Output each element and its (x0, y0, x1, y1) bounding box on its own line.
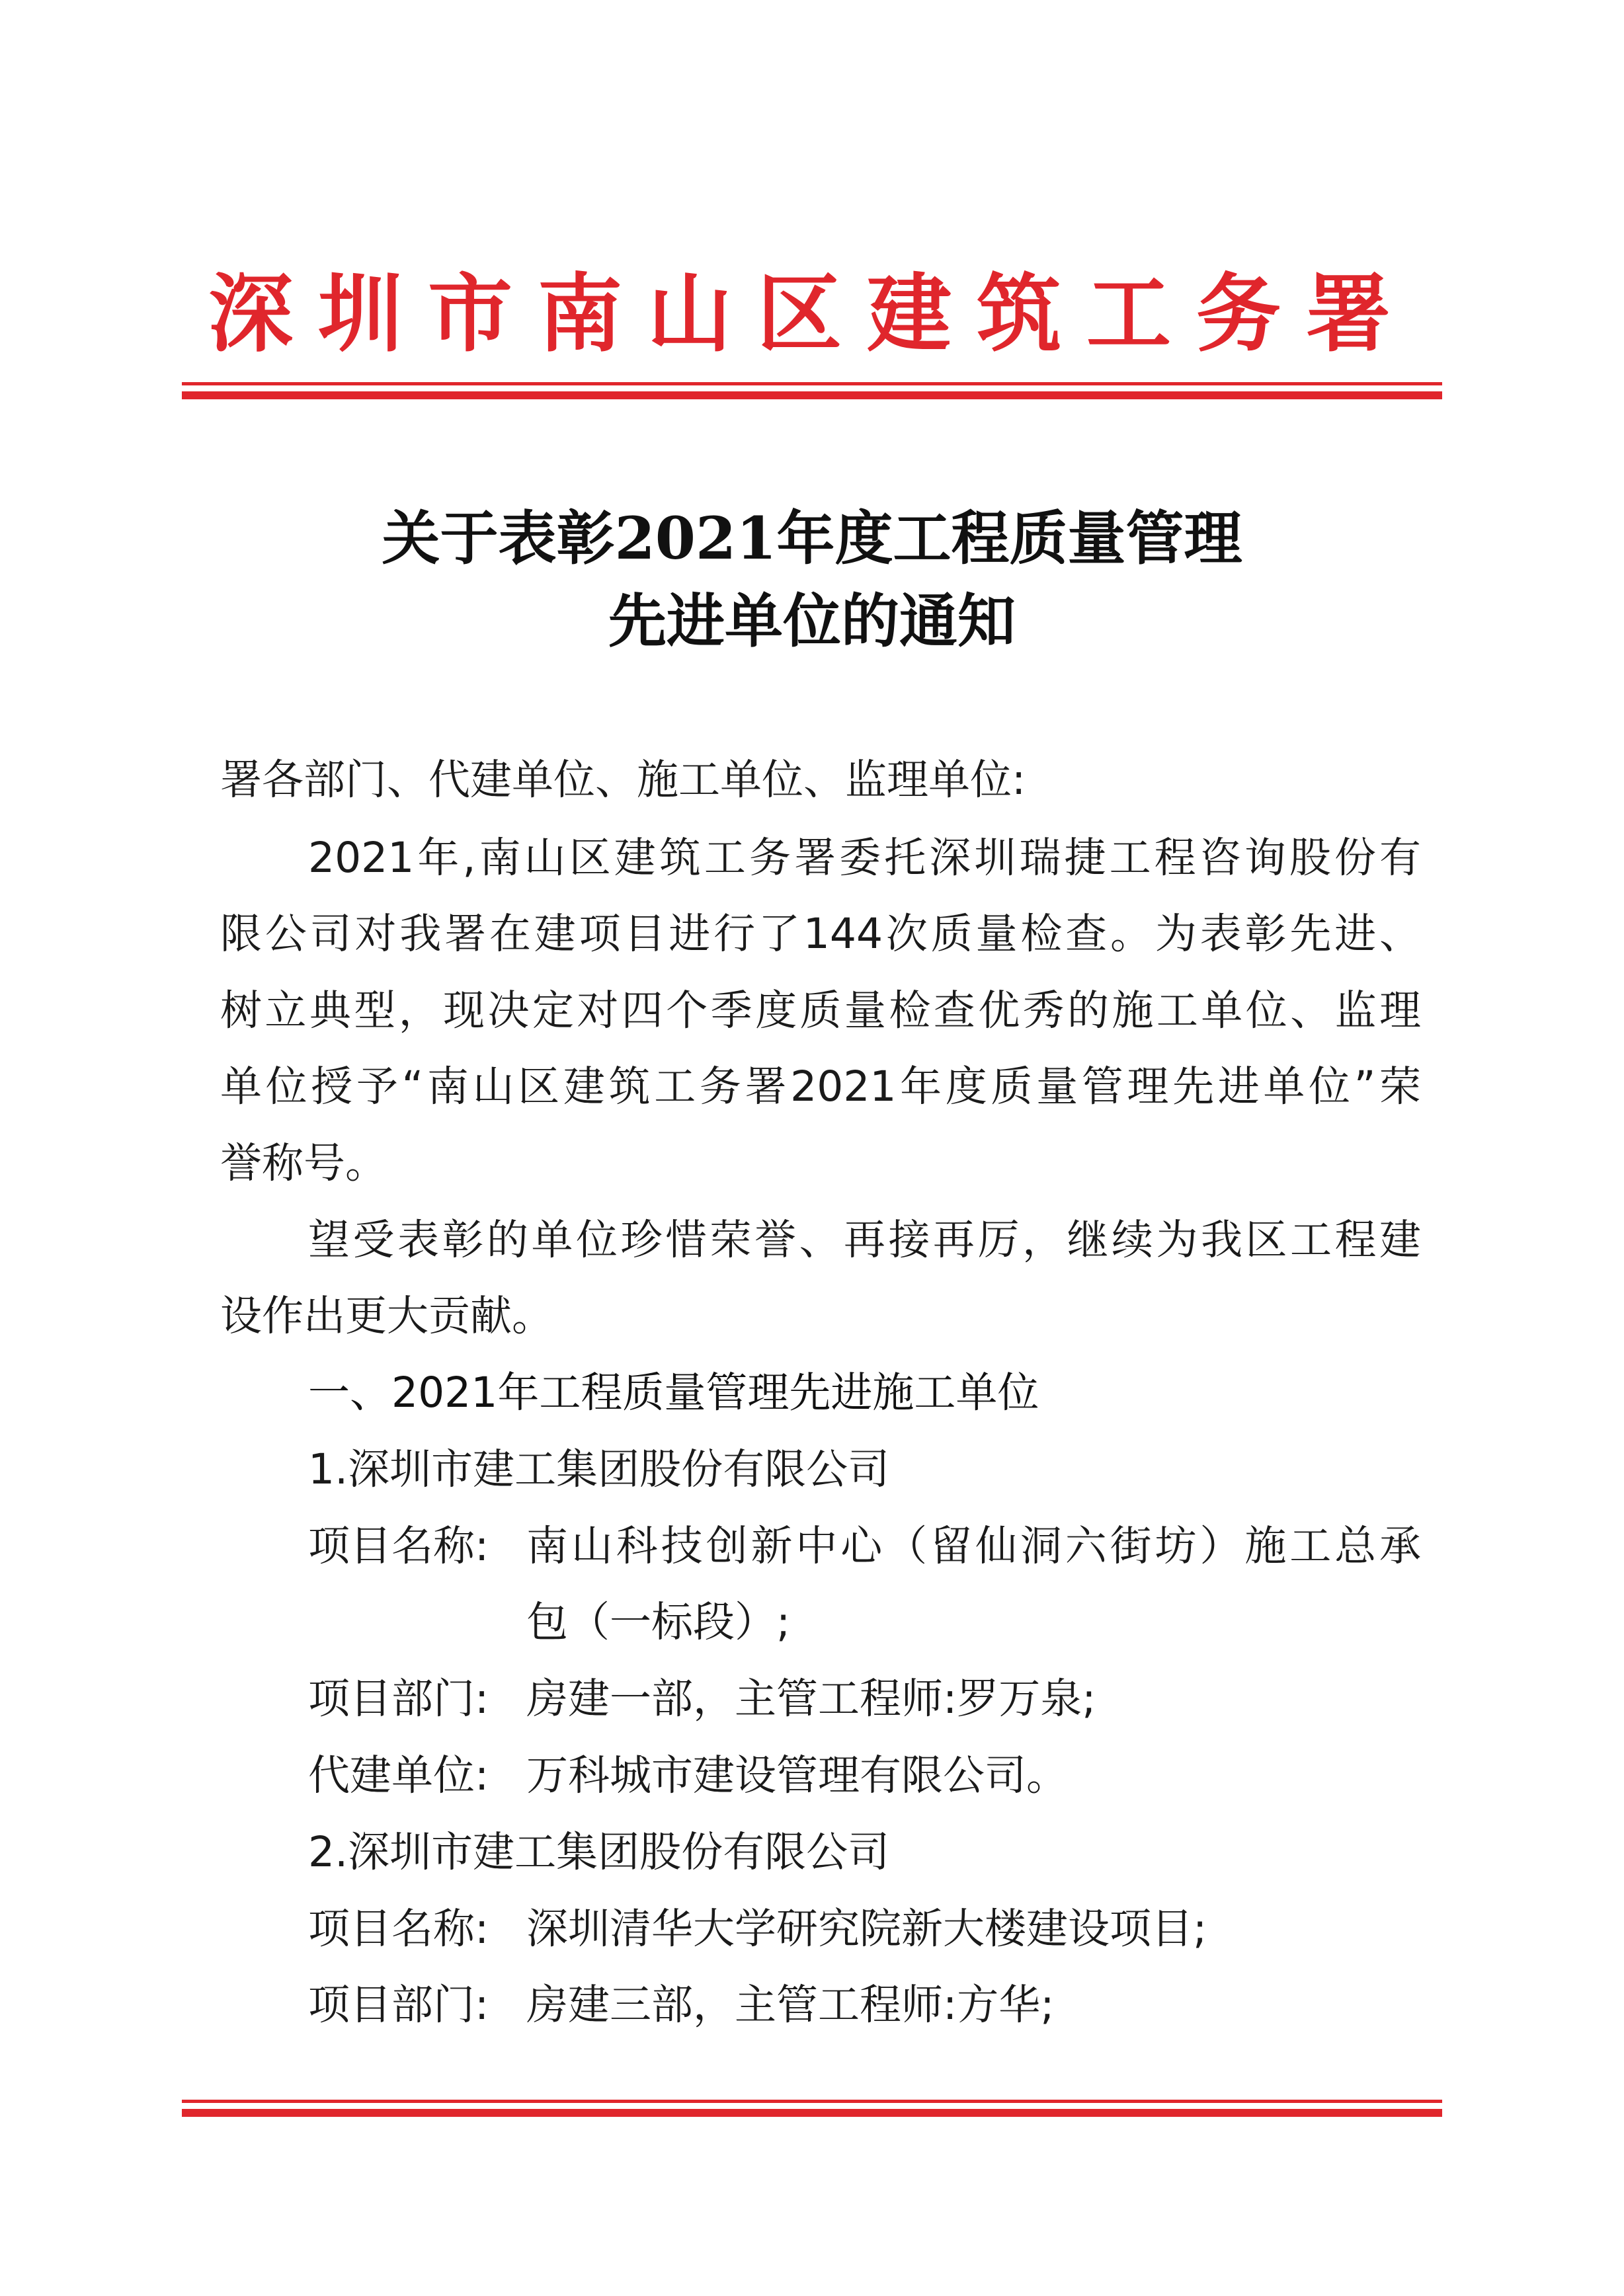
entry1-company: 1.深圳市建工集团股份有限公司 (308, 1445, 890, 1493)
para1-line4: 单位授予“南山区建筑工务署2021年度质量管理先进单位”荣 (220, 1062, 1421, 1111)
entry1-dept-label: 项目部门: (308, 1675, 489, 1723)
footer-rule-thick (182, 2109, 1442, 2117)
notice-title-line1: 关于表彰2021年度工程质量管理 (382, 504, 1242, 573)
entry2-project-label: 项目名称: (308, 1905, 489, 1953)
entry1-agent-label: 代建单位: (308, 1751, 489, 1800)
para1-line2: 限公司对我署在建项目进行了144次质量检查。为表彰先进、 (220, 910, 1421, 958)
section1-heading: 一、2021年工程质量管理先进施工单位 (308, 1368, 1039, 1417)
para2-line2: 设作出更大贡献。 (220, 1292, 553, 1340)
entry2-project-name: 深圳清华大学研究院新大楼建设项目; (526, 1905, 1207, 1953)
entry1-project-name-line1: 南山科技创新中心（留仙洞六街坊）施工总承 (526, 1522, 1421, 1570)
para1-line3: 树立典型，现决定对四个季度质量检查优秀的施工单位、监理 (220, 986, 1421, 1035)
notice-title-line2: 先进单位的通知 (608, 586, 1016, 655)
para1-line1: 2021年,南山区建筑工务署委托深圳瑞捷工程咨询股份有 (308, 834, 1421, 882)
entry2-company: 2.深圳市建工集团股份有限公司 (308, 1828, 890, 1876)
entry2-dept-label: 项目部门: (308, 1981, 489, 2029)
entry1-project-label: 项目名称: (308, 1522, 489, 1570)
letterhead-org-name: 深圳市南山区建筑工务署 (208, 264, 1416, 364)
letterhead-rule-thick (182, 391, 1442, 399)
entry1-agent-value: 万科城市建设管理有限公司。 (526, 1751, 1068, 1800)
salutation: 署各部门、代建单位、施工单位、监理单位: (220, 756, 1026, 804)
footer-rule-thin (182, 2100, 1442, 2103)
letterhead-rule-thin (182, 382, 1442, 385)
para2-line1: 望受表彰的单位珍惜荣誉、再接再厉，继续为我区工程建 (308, 1216, 1421, 1264)
entry1-project-name-line2: 包（一标段）; (526, 1598, 791, 1646)
entry2-dept-value: 房建三部，主管工程师:方华; (526, 1981, 1055, 2029)
entry1-dept-value: 房建一部，主管工程师:罗万泉; (526, 1675, 1096, 1723)
para1-line5: 誉称号。 (220, 1139, 387, 1187)
